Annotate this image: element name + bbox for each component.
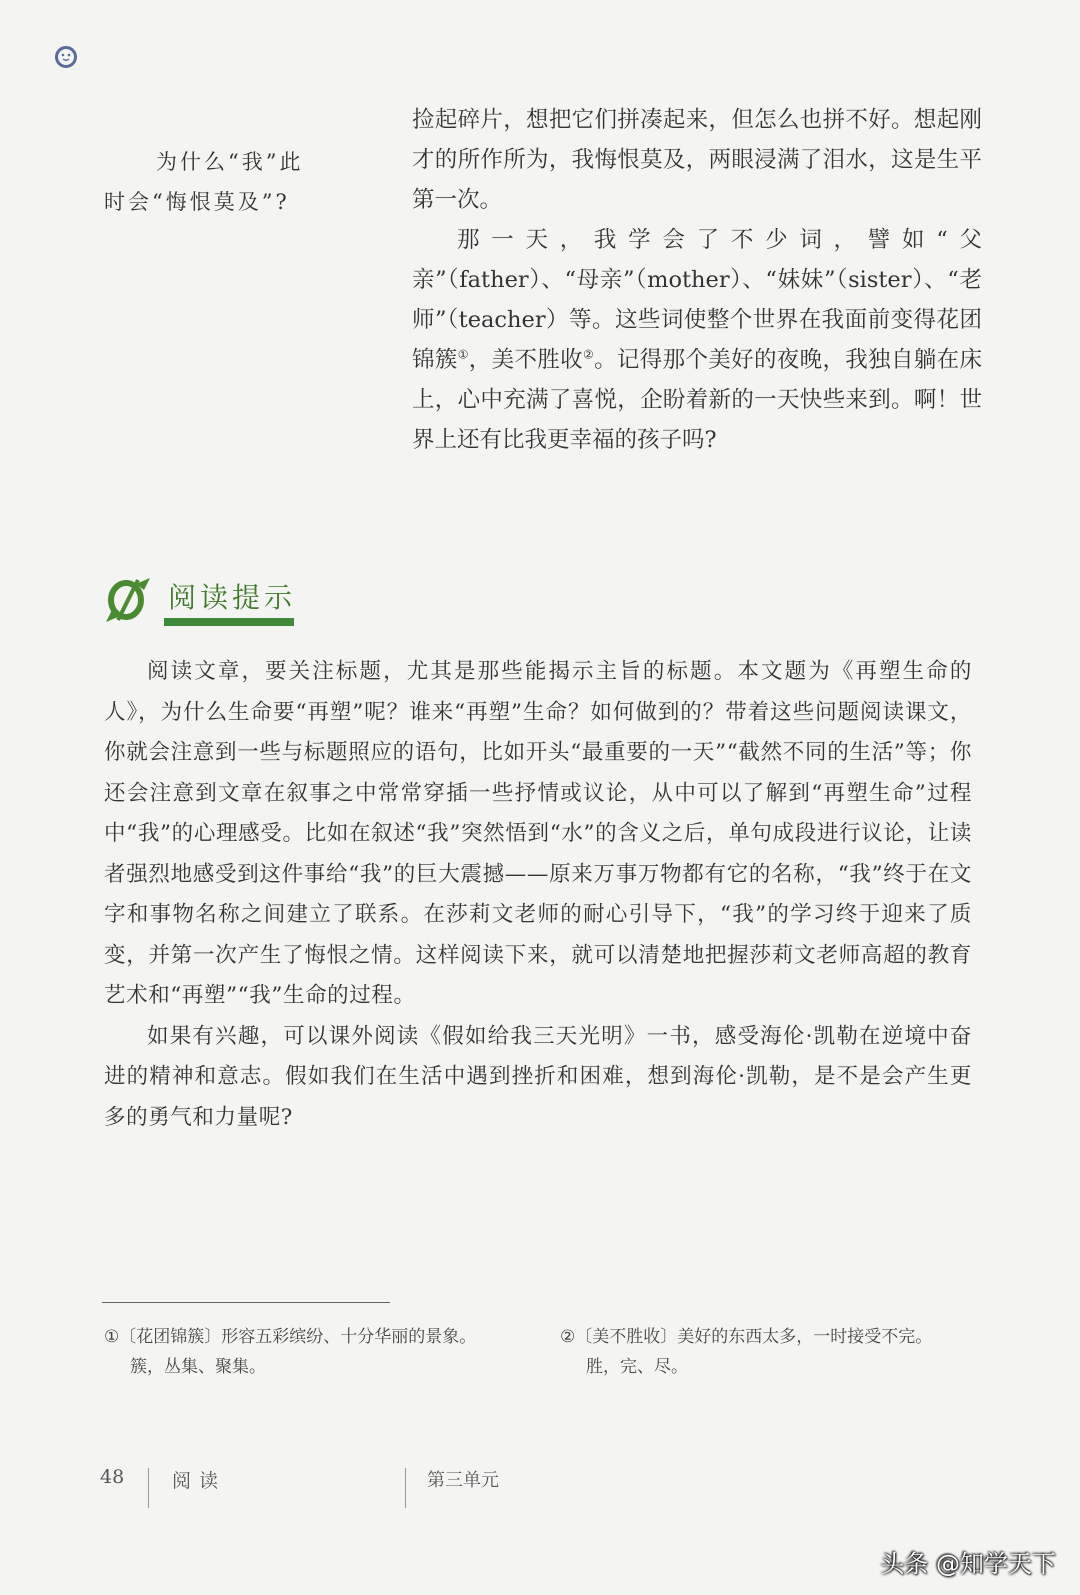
margin-note-line1: 为什么“我”此 xyxy=(156,150,304,174)
footnote-ref-1: ① xyxy=(457,347,469,362)
story-text xyxy=(412,100,982,460)
footnote-1-line2: 簇，丛集、聚集。 xyxy=(130,1357,266,1377)
reading-tip-title: 阅读提示 xyxy=(168,581,297,614)
smiley-icon xyxy=(55,46,77,68)
footer-divider xyxy=(148,1468,149,1508)
footer-divider xyxy=(405,1468,406,1508)
watermark: 头条 @知学天下 xyxy=(880,1550,1056,1578)
reading-tip-body xyxy=(104,652,972,1138)
footnote-2-line2: 胜，完、尽。 xyxy=(586,1357,688,1377)
unit-label: 第三单元 xyxy=(427,1470,499,1491)
margin-note-line2: 时会“悔恨莫及”? xyxy=(104,190,290,214)
reading-tip-paragraph-2: 如果有兴趣，可以课外阅读《假如给我三天光明》一书，感受海伦·凯勒在逆境中奋进的精神和意志。假如我们在生活中遇到挫折和困难，想到海伦·凯勒，是不是会产生更多的勇气和力量呢? xyxy=(104,1023,972,1130)
story-paragraph-1: 捡起碎片，想把它们拼凑起来，但怎么也拼不好。想起刚才的所作所为，我悔恨莫及，两眼浸满了泪水，这是生平第一次。 xyxy=(412,107,982,213)
reading-tip-icon xyxy=(100,570,156,626)
reading-tip-paragraph-1: 阅读文章，要关注标题，尤其是那些能揭示主旨的标题。本文题为《再塑生命的人》，为什么生命要“再塑”呢？谁来“再塑”生命？如何做到的？带着这些问题阅读课文，你就会注意到一些与标题照应的语句，比如开头“最重要的一天”“截然不同的生活”等；你还会注意到文章在叙事之中常常穿插一些抒情或议论，从中可以了解到“再塑生命”过程中“我”的心理感受。比如在叙述“我”突然悟到“水”的含义之后，单句成段进行议论，让读者强烈地感受到这件事给“我”的巨大震撼——原来万事万物都有它的名称，“我”终于在文字和事物名称之间建立了联系。在莎莉文老师的耐心引导下，“我”的学习终于迎来了质变，并第一次产生了悔恨之情。这样阅读下来，就可以清楚地把握莎莉文老师高超的教育艺术和“再塑”“我”生命的过程。 xyxy=(104,659,972,1008)
story-text-segment: 。记得那个美好的夜晚，我独自躺在床上，心中充满了喜悦，企盼着新的一天快些来到。啊！世界上还有比我更幸福的孩子吗? xyxy=(412,347,982,453)
footnote-2 xyxy=(560,1322,1000,1382)
story-text-segment: 那一天，我学会了不少词，譬如“父亲”（father）、“母亲”（mother）、“妹妹”（sister）、“老师”（teacher）等。这些词使整个世界在我面前变得花团锦簇 xyxy=(412,227,982,373)
reading-tip-header xyxy=(100,570,300,630)
section-label: 阅读 xyxy=(172,1470,227,1492)
story-paragraph-2 xyxy=(412,220,982,460)
title-underline xyxy=(164,618,294,626)
footnote-ref-2: ② xyxy=(582,347,595,362)
footnote-divider xyxy=(102,1302,390,1303)
footnote-1-line1: ①〔花团锦簇〕形容五彩缤纷、十分华丽的景象。 xyxy=(104,1327,477,1347)
footnote-1 xyxy=(104,1322,544,1382)
footnote-2-line1: ②〔美不胜收〕美好的东西太多，一时接受不完。 xyxy=(560,1327,933,1347)
story-text-segment: ，美不胜收 xyxy=(468,347,583,373)
margin-question xyxy=(104,142,344,222)
page-number: 48 xyxy=(100,1466,125,1488)
